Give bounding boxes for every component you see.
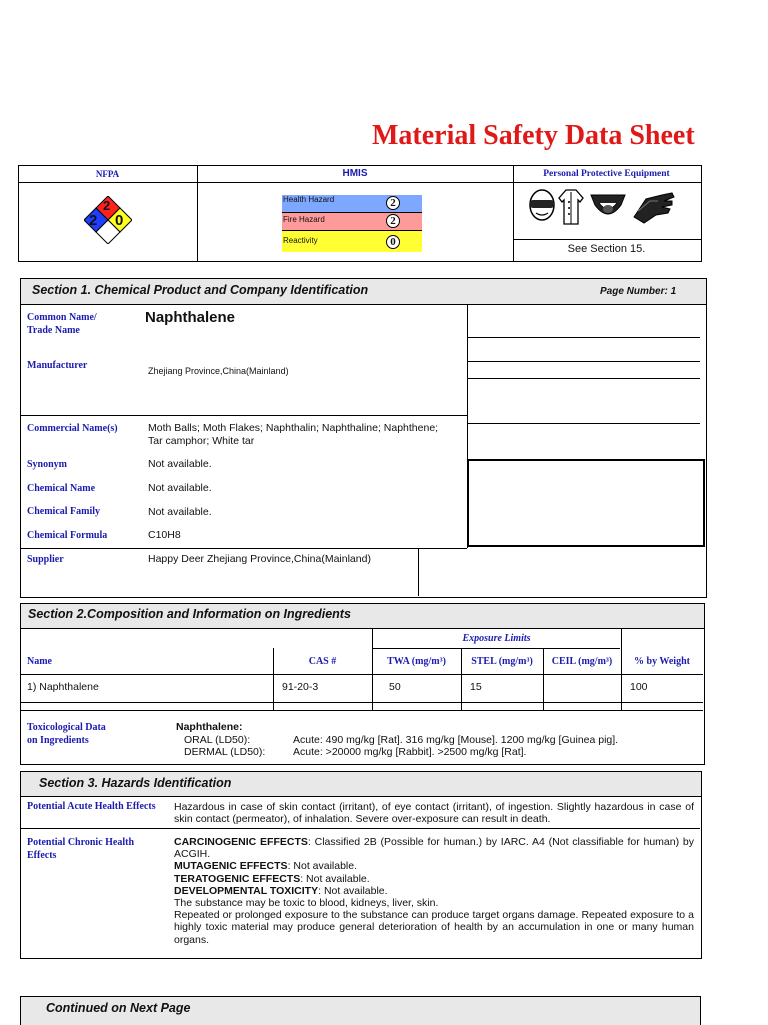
hmis-health-value: 2	[386, 196, 400, 210]
chemical-family-value: Not available.	[148, 506, 212, 518]
exposure-limits-header: Exposure Limits	[462, 633, 531, 644]
repeated-exposure-line: Repeated or prolonged exposure to the substance can produce target organs damage. Repeated exposure to a highly toxic material may produce general deterioration of health by an accumulation in one or many human organs.	[174, 909, 694, 946]
common-name-label: Common Name/ Trade Name	[27, 312, 97, 336]
chemical-formula-label: Chemical Formula	[27, 530, 108, 541]
nfpa-health-value: 2	[89, 212, 98, 229]
col-weight-header: % by Weight	[634, 656, 690, 667]
continued-text: Continued on Next Page	[46, 1001, 191, 1015]
developmental-value: : Not available.	[318, 884, 388, 897]
page-title: Material Safety Data Sheet	[372, 120, 695, 151]
tox-data-label: Toxicological Data on Ingredients	[27, 722, 106, 746]
toxic-organs-line: The substance may be toxic to blood, kidneys, liver, skin.	[174, 897, 439, 910]
section1-heading: Section 1. Chemical Product and Company Identification	[32, 283, 369, 297]
carcinogenic-label: CARCINOGENIC EFFECTS	[174, 836, 308, 848]
teratogenic-line	[174, 873, 694, 885]
teratogenic-label: TERATOGENIC EFFECTS	[174, 872, 301, 885]
section3-heading: Section 3. Hazards Identification	[39, 776, 232, 790]
see-section-note: See Section 15.	[567, 243, 646, 255]
chronic-effects-block	[174, 836, 694, 946]
manufacturer-value: Zhejiang Province,China(Mainland)	[148, 366, 289, 376]
nfpa-fire-value: 2	[103, 198, 111, 213]
section2-heading: Section 2.Composition and Information on Ingredients	[28, 607, 351, 621]
hmis-fire-value: 2	[386, 214, 400, 228]
acute-effects-label: Potential Acute Health Effects	[27, 801, 156, 812]
chemical-family-label: Chemical Family	[27, 506, 101, 517]
row-twa: 50	[389, 681, 401, 693]
hmis-fire-row	[282, 213, 422, 231]
tox-oral-value: Acute: 490 mg/kg [Rat]. 316 mg/kg [Mouse]. 1200 mg/kg [Guinea pig].	[293, 734, 619, 746]
chronic-effects-label: Potential Chronic Health Effects	[27, 837, 135, 861]
nfpa-diamond	[84, 196, 132, 244]
goggles-icon	[527, 189, 557, 225]
developmental-label: DEVELOPMENTAL TOXICITY	[174, 884, 319, 897]
hmis-health-row	[282, 195, 422, 213]
synonym-value: Not available.	[148, 458, 212, 470]
lab-coat-icon	[558, 188, 584, 226]
col-stel-header: STEL (mg/m³)	[471, 656, 533, 667]
mutagenic-line	[174, 860, 694, 872]
hmis-reactivity-value: 0	[386, 235, 400, 249]
carcinogenic-line	[174, 836, 694, 860]
ppe-label: Personal Protective Equipment	[543, 169, 670, 179]
synonym-label: Synonym	[27, 459, 68, 470]
teratogenic-value: : Not available.	[300, 872, 370, 885]
nfpa-label: NFPA	[95, 169, 120, 179]
hmis-fire-label: Fire Hazard	[283, 215, 325, 224]
hmis-label: HMIS	[342, 168, 368, 179]
carcinogenic-value: : Classified 2B (Possible for human.) by IARC. A4 (Not classifiable for human) by ACGIH.	[174, 836, 694, 861]
supplier-value: Happy Deer Zhejiang Province,China(Mainland)	[148, 553, 371, 565]
col-name-header: Name	[27, 656, 52, 667]
commercial-names-value: Moth Balls; Moth Flakes; Naphthalin; Naphthaline; Naphthene; Tar camphor; White tar	[148, 422, 439, 447]
developmental-line	[174, 885, 694, 897]
tox-dermal-value: Acute: >20000 mg/kg [Rabbit]. >2500 mg/kg [Rat].	[293, 746, 527, 758]
signature-box	[467, 459, 705, 547]
chemical-name-value: Not available.	[148, 482, 212, 494]
row-stel: 15	[470, 681, 482, 693]
hmis-reactivity-label: Reactivity	[283, 236, 318, 245]
tox-substance-name: Naphthalene:	[176, 721, 243, 733]
mutagenic-label: MUTAGENIC EFFECTS	[174, 860, 288, 873]
supplier-label: Supplier	[27, 554, 64, 565]
hmis-reactivity-row	[282, 231, 422, 252]
tox-dermal-label: DERMAL (LD50):	[184, 746, 266, 758]
chemical-name-label: Chemical Name	[27, 483, 96, 494]
common-name-value: Naphthalene	[145, 309, 236, 326]
respirator-icon	[587, 189, 629, 225]
row-weight: 100	[630, 681, 648, 693]
chemical-formula-value: C10H8	[148, 529, 181, 541]
page-number: Page Number: 1	[600, 286, 677, 297]
col-cas-header: CAS #	[308, 656, 337, 667]
tox-oral-label: ORAL (LD50):	[184, 734, 251, 746]
nfpa-reactivity-value: 0	[115, 212, 124, 229]
gloves-icon	[632, 189, 676, 225]
col-ceil-header: CEIL (mg/m³)	[551, 656, 613, 667]
row-cas: 91-20-3	[282, 681, 319, 693]
row-name: 1) Naphthalene	[27, 681, 99, 693]
hmis-health-label: Health Hazard	[283, 195, 335, 204]
mutagenic-value: : Not available.	[287, 860, 358, 873]
manufacturer-label: Manufacturer	[27, 360, 88, 371]
acute-effects-value: Hazardous in case of skin contact (irritant), of eye contact (irritant), of ingestion. Slightly hazardous in case of skin contact (permeator), of inhalation. Severe over-exposure can result in death.	[174, 801, 694, 825]
commercial-names-label: Commercial Name(s)	[27, 423, 118, 434]
col-twa-header: TWA (mg/m³)	[387, 656, 446, 667]
